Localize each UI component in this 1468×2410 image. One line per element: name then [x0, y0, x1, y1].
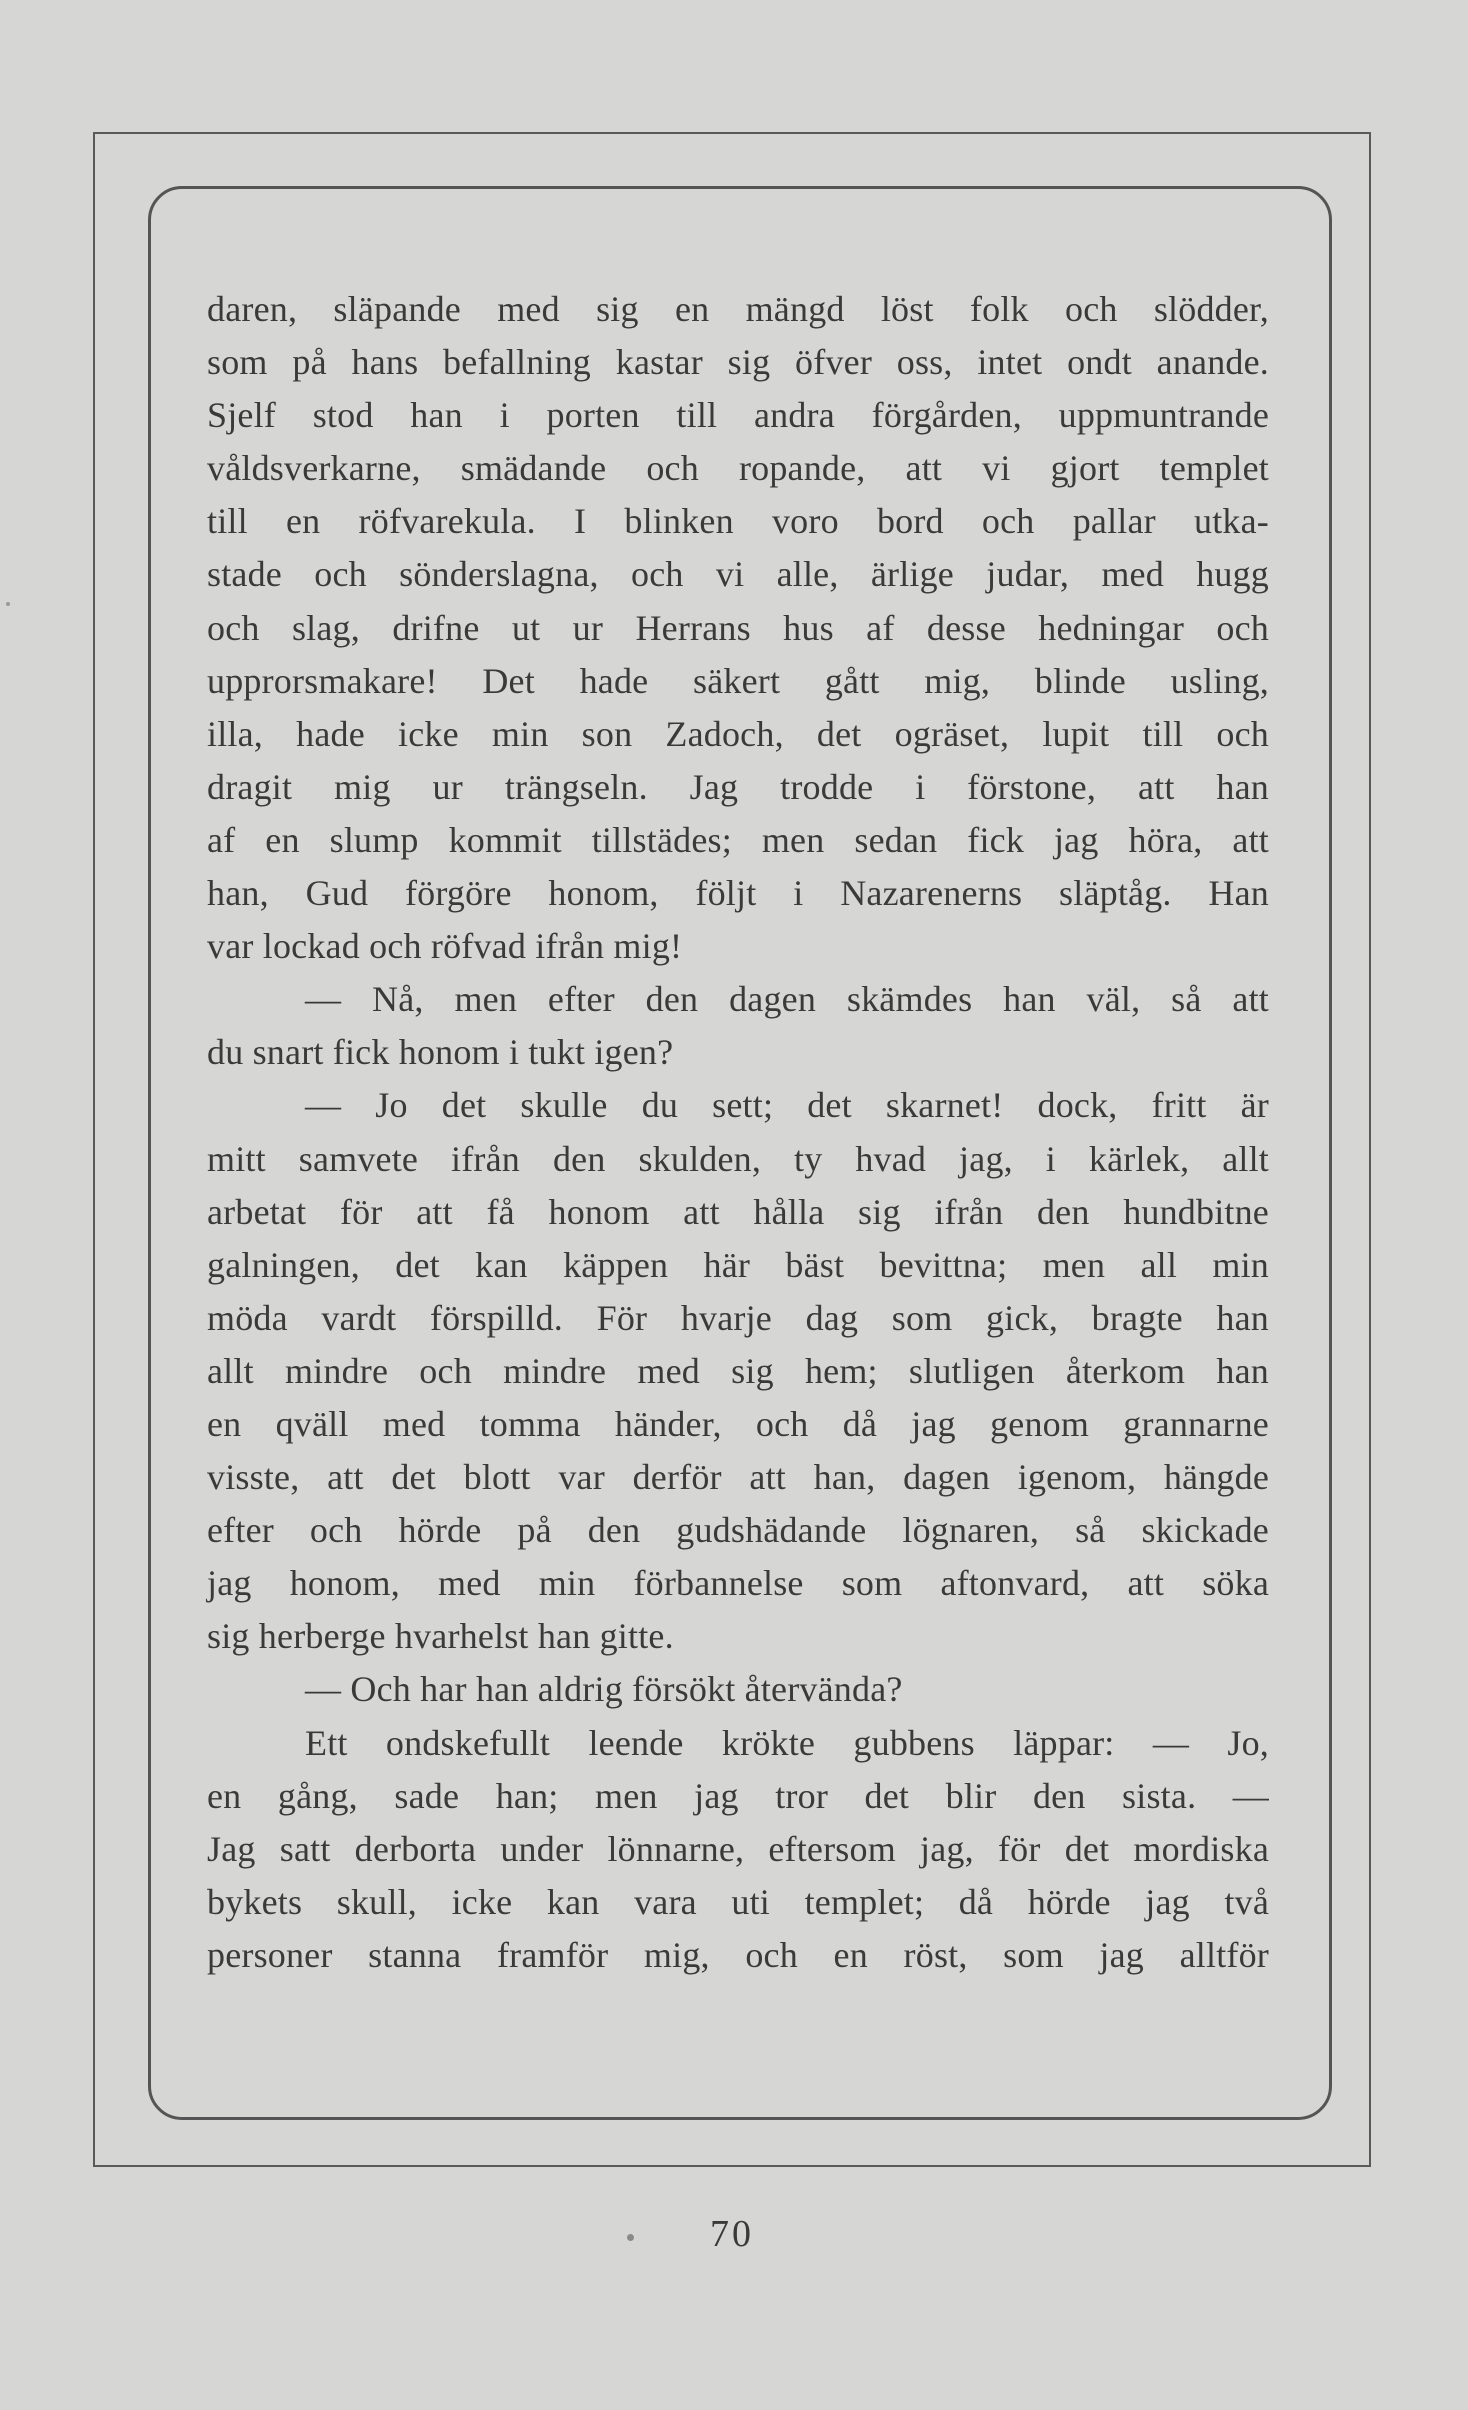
text-line: daren, släpande med sig en mängd löst folk och slödder,	[207, 289, 1269, 329]
text-line: sig herberge hvarhelst han gitte.	[207, 1616, 674, 1657]
text-line: — Nå, men efter den dagen skämdes han väl, så att	[305, 979, 1269, 1020]
text-line: arbetat för att få honom att hålla sig ifrån den hundbitne	[207, 1191, 1269, 1232]
text-line: en qväll med tomma händer, och då jag genom grannarne	[207, 1403, 1269, 1444]
text-line: bykets skull, icke kan vara uti templet; då hörde jag två	[207, 1881, 1269, 1922]
text-line: jag honom, med min förbannelse som aftonvard, att söka	[207, 1563, 1269, 1604]
text-line: Ett ondskefullt leende krökte gubbens läppar: — Jo,	[305, 1722, 1269, 1763]
text-line: — Jo det skulle du sett; det skarnet! dock, fritt är	[305, 1085, 1269, 1126]
text-line: galningen, det kan käppen här bäst bevittna; men all min	[207, 1244, 1269, 1285]
text-line: visste, att det blott var derför att han, dagen igenom, hängde	[207, 1457, 1269, 1498]
text-line: af en slump kommit tillstädes; men sedan fick jag höra, att	[207, 819, 1269, 860]
text-line: — Och har han aldrig försökt återvända?	[305, 1669, 903, 1710]
text-line: allt mindre och mindre med sig hem; slutligen återkom han	[207, 1350, 1269, 1391]
text-line: Sjelf stod han i porten till andra förgården, uppmuntrande	[207, 395, 1269, 436]
footer-dot	[627, 2234, 634, 2241]
page-number: 70	[710, 2213, 754, 2255]
text-line: stade och sönderslagna, och vi alle, ärlige judar, med hugg	[207, 554, 1269, 595]
text-line: som på hans befallning kastar sig öfver oss, intet ondt anande.	[207, 342, 1269, 383]
text-line: upprorsmakare! Det hade säkert gått mig, blinde usling,	[207, 660, 1269, 701]
text-line: han, Gud förgöre honom, följt i Nazarenerns släptåg. Han	[207, 873, 1269, 914]
text-line: dragit mig ur trängseln. Jag trodde i förstone, att han	[207, 766, 1269, 807]
text-line: mitt samvete ifrån den skulden, ty hvad jag, i kärlek, allt	[207, 1138, 1269, 1179]
text-line: Jag satt derborta under lönnarne, eftersom jag, för det mordiska	[207, 1828, 1269, 1869]
text-line: och slag, drifne ut ur Herrans hus af desse hedningar och	[207, 607, 1269, 648]
text-line: möda vardt förspilld. För hvarje dag som gick, bragte han	[207, 1297, 1269, 1338]
text-line: personer stanna framför mig, och en röst, som jag alltför	[207, 1934, 1269, 1975]
text-line: var lockad och röfvad ifrån mig!	[207, 926, 683, 967]
text-line: efter och hörde på den gudshädande lögnaren, så skickade	[207, 1510, 1269, 1551]
page-body-text	[207, 283, 1269, 1982]
text-line: våldsverkarne, smädande och ropande, att vi gjort templet	[207, 448, 1269, 489]
text-line: till en röfvarekula. I blinken voro bord och pallar utka-	[207, 501, 1269, 542]
text-line: du snart fick honom i tukt igen?	[207, 1032, 674, 1073]
text-line: illa, hade icke min son Zadoch, det ogräset, lupit till och	[207, 713, 1269, 754]
stray-ink-mark	[6, 602, 10, 606]
text-line: en gång, sade han; men jag tror det blir den sista. —	[207, 1775, 1269, 1816]
